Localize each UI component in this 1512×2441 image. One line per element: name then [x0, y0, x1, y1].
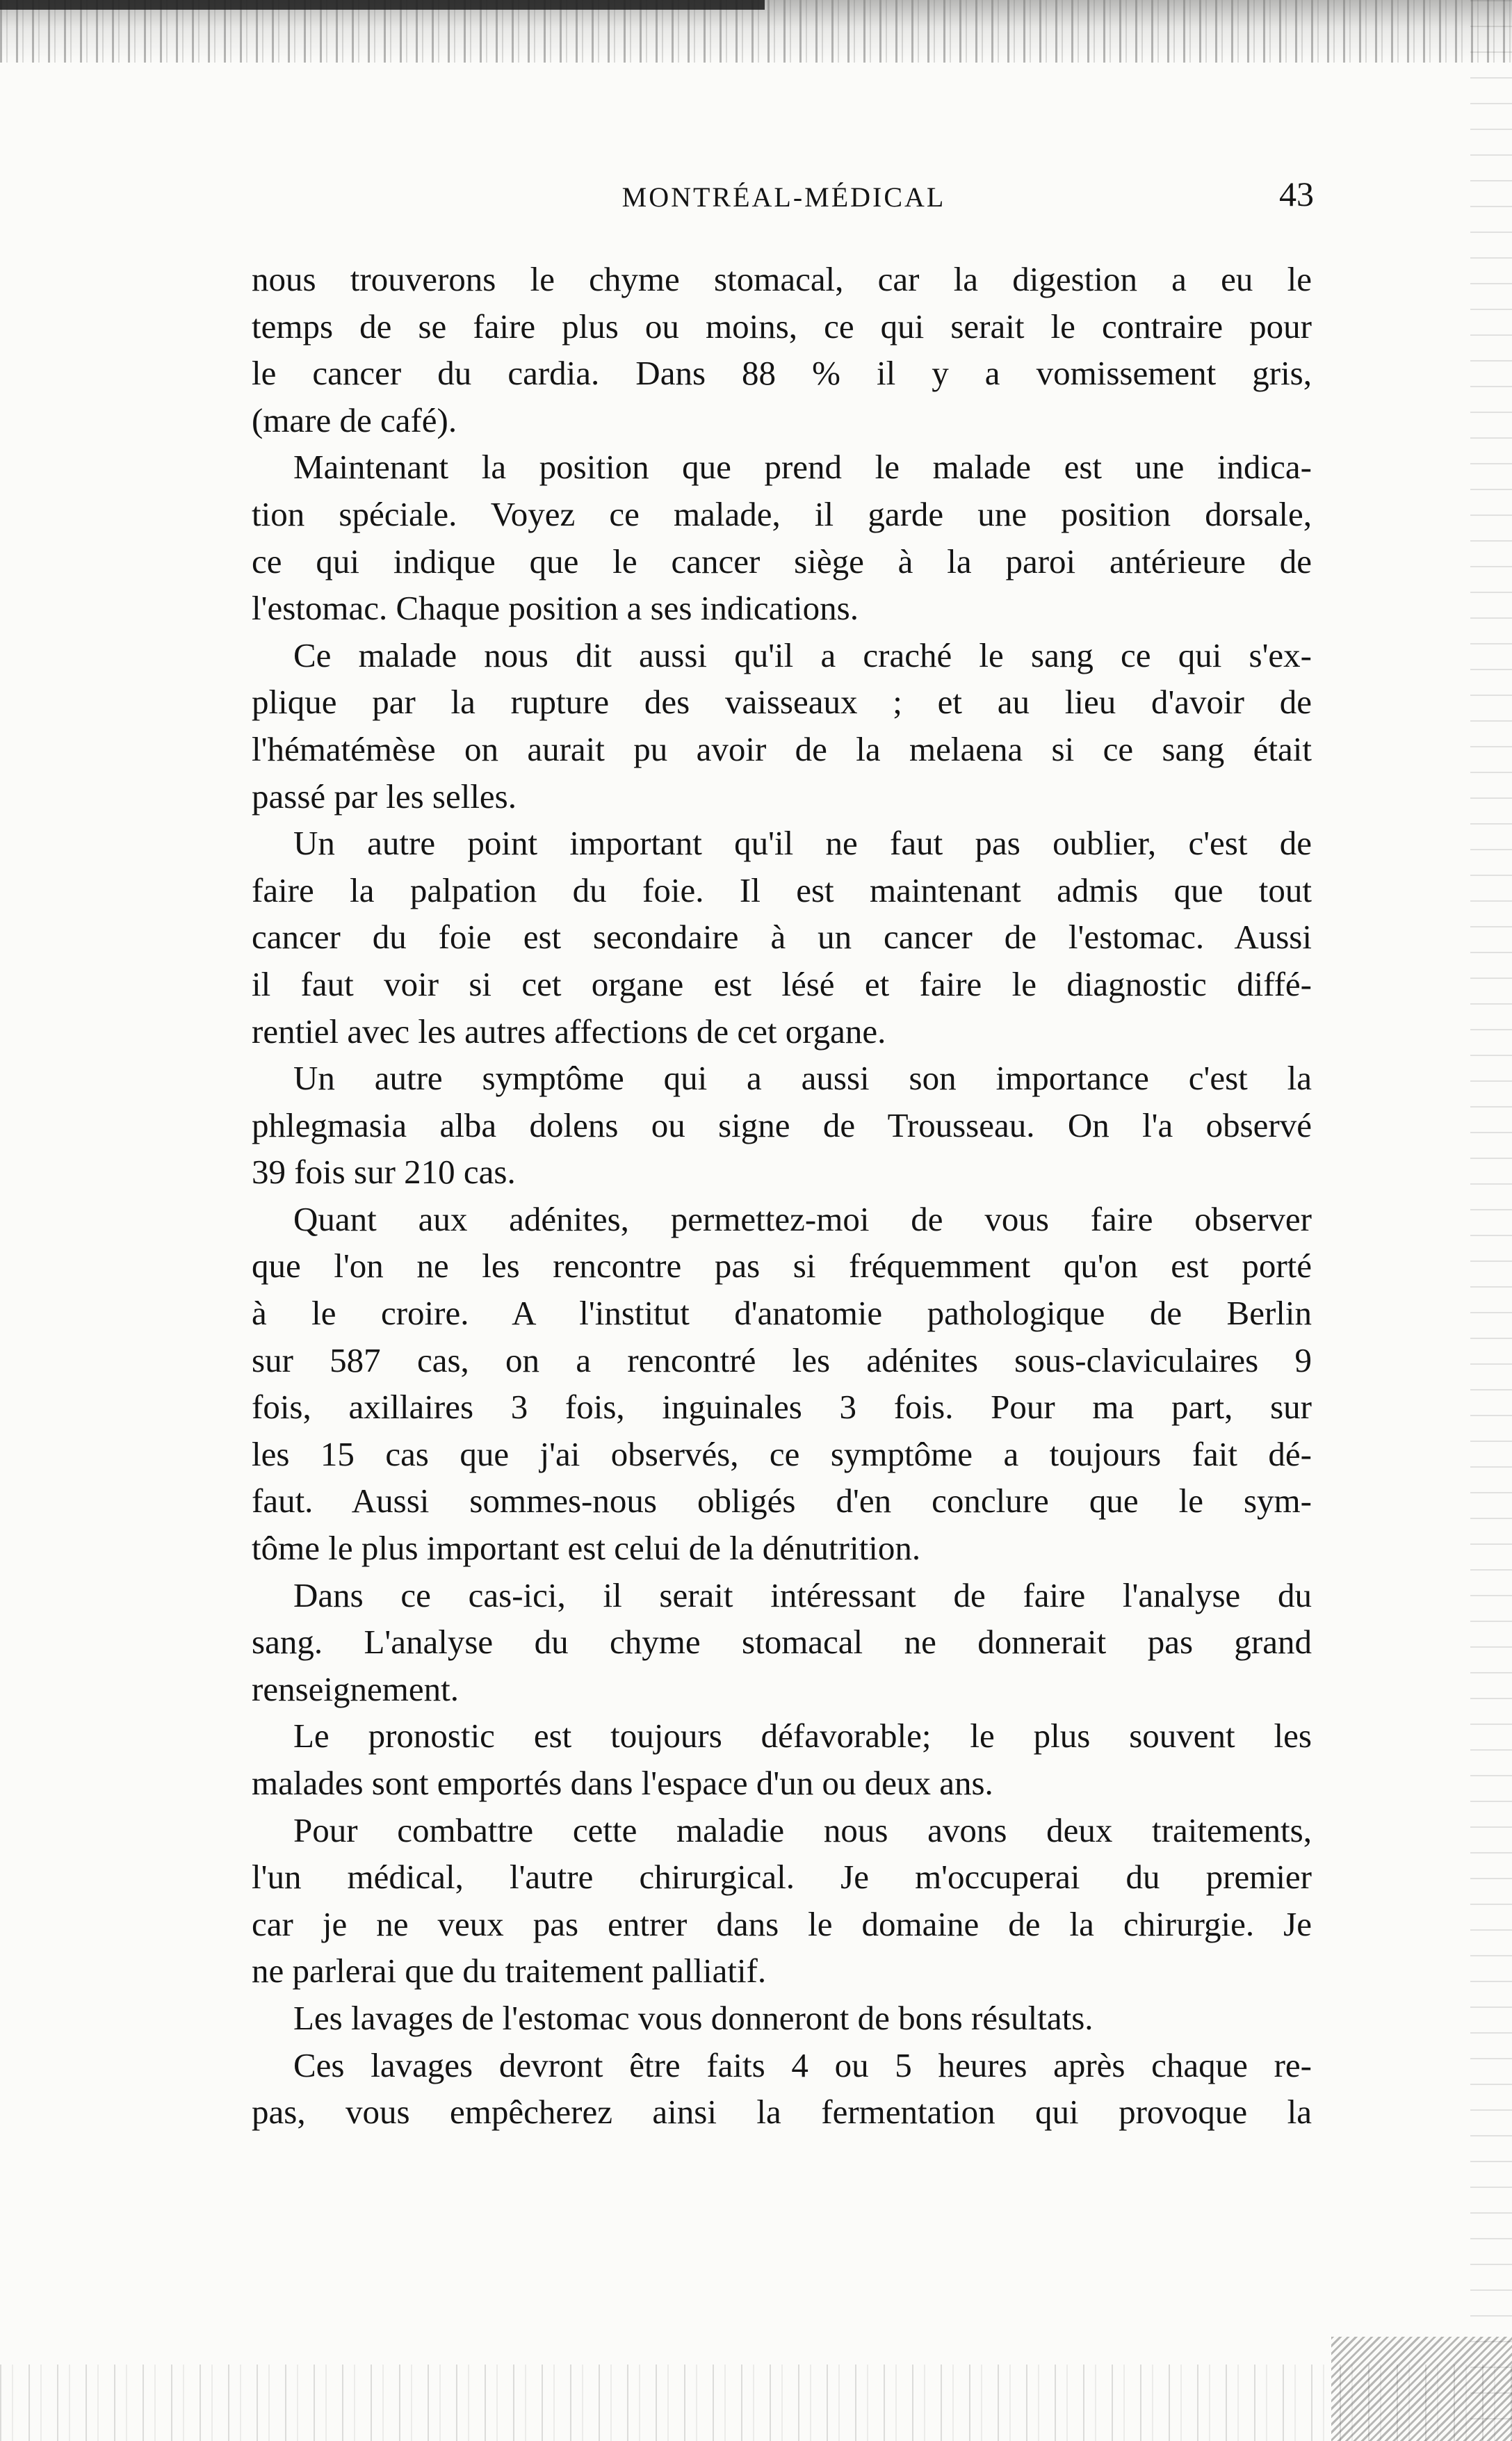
scan-noise-corner	[1331, 2337, 1512, 2441]
text-line: faire la palpation du foie. Il est maintenant admis que tout	[252, 870, 1312, 909]
text-line: l'hématémèse on aurait pu avoir de la melaena si ce sang était	[252, 729, 1312, 768]
text-line: Dans ce cas-ici, il serait intéressant de faire l'analyse du	[293, 1575, 1312, 1614]
text-line: Le pronostic est toujours défavorable; le plus souvent les	[293, 1717, 1312, 1755]
paragraph	[252, 256, 1312, 444]
text-line: Ces lavages devront être faits 4 ou 5 heures après chaque re-	[293, 2045, 1312, 2084]
text-line: nous trouverons le chyme stomacal, car la digestion a eu le	[252, 260, 1312, 298]
text-line: l'un médical, l'autre chirurgical. Je m'occuperai du premier	[252, 1858, 1312, 1897]
text-line: cancer du foie est secondaire à un cancer de l'estomac. Aussi	[252, 918, 1312, 957]
text-line: phlegmasia alba dolens ou signe de Trousseau. On l'a observé	[252, 1105, 1312, 1144]
paragraph	[252, 444, 1312, 631]
text-line: le cancer du cardia. Dans 88 % il y a vomissement gris,	[252, 354, 1312, 393]
scan-noise-bottom	[0, 2365, 1512, 2441]
text-line: il faut voir si cet organe est lésé et faire le diagnostic diffé-	[252, 964, 1312, 1003]
page-number: 43	[1279, 175, 1314, 213]
scan-edge-bar	[0, 0, 765, 10]
text-line: que l'on ne les rencontre pas si fréquemment qu'on est porté	[252, 1247, 1312, 1286]
text-line: renseignement.	[252, 1669, 459, 1708]
text-line: faut. Aussi sommes-nous obligés d'en conclure que le sym-	[252, 1482, 1312, 1520]
text-line: sang. L'analyse du chyme stomacal ne donnerait pas grand	[252, 1623, 1312, 1662]
paragraph	[252, 1572, 1312, 1713]
text-line: l'estomac. Chaque position a ses indications.	[252, 589, 859, 628]
scan-noise-right	[1470, 0, 1512, 2441]
text-line: ce qui indique que le cancer siège à la paroi antérieure de	[252, 542, 1312, 581]
text-line: Pour combattre cette maladie nous avons deux traitements,	[293, 1810, 1312, 1849]
text-line: passé par les selles.	[252, 777, 517, 816]
text-line: pas, vous empêcherez ainsi la fermentation qui provoque la	[252, 2093, 1312, 2132]
text-line: Ce malade nous dit aussi qu'il a craché le sang ce qui s'ex-	[293, 635, 1312, 674]
text-line: fois, axillaires 3 fois, inguinales 3 fois. Pour ma part, sur	[252, 1388, 1312, 1427]
text-line: ne parlerai que du traitement palliatif.	[252, 1952, 767, 1990]
text-line: Quant aux adénites, permettez-moi de vous faire observer	[293, 1199, 1312, 1238]
text-line: (mare de café).	[252, 400, 457, 439]
text-line: rentiel avec les autres affections de cet organe.	[252, 1012, 886, 1051]
paragraph	[252, 632, 1312, 820]
text-line: Les lavages de l'estomac vous donneront de bons résultats.	[293, 1998, 1094, 2037]
text-line: tion spéciale. Voyez ce malade, il garde une position dorsale,	[252, 494, 1312, 533]
text-line: 39 fois sur 210 cas.	[252, 1153, 516, 1192]
text-line: Maintenant la position que prend le malade est une indica-	[293, 448, 1312, 487]
paragraph	[252, 1807, 1312, 1995]
text-line: plique par la rupture des vaisseaux ; et au lieu d'avoir de	[252, 683, 1312, 722]
text-line: sur 587 cas, on a rencontré les adénites sous-claviculaires 9	[252, 1340, 1312, 1379]
text-line: car je ne veux pas entrer dans le domaine de la chirurgie. Je	[252, 1904, 1312, 1943]
paragraph	[252, 1712, 1312, 1806]
paragraph	[252, 1995, 1312, 2042]
text-line: tôme le plus important est celui de la dénutrition.	[252, 1529, 921, 1568]
paragraph	[252, 2042, 1312, 2136]
body-text	[252, 256, 1312, 2136]
page-header	[254, 174, 1314, 229]
text-line: Un autre point important qu'il ne faut pas oublier, c'est de	[293, 824, 1312, 863]
paragraph	[252, 1055, 1312, 1196]
paragraph	[252, 1196, 1312, 1572]
text-line: Un autre symptôme qui a aussi son importance c'est la	[293, 1059, 1312, 1098]
text-line: malades sont emportés dans l'espace d'un ou deux ans.	[252, 1764, 993, 1802]
paragraph	[252, 820, 1312, 1055]
running-head: MONTRÉAL-MÉDICAL	[621, 181, 946, 213]
text-line: à le croire. A l'institut d'anatomie pathologique de Berlin	[252, 1294, 1312, 1333]
text-line: temps de se faire plus ou moins, ce qui serait le contraire pour	[252, 307, 1312, 346]
text-line: les 15 cas que j'ai observés, ce symptôme a toujours fait dé-	[252, 1434, 1312, 1473]
